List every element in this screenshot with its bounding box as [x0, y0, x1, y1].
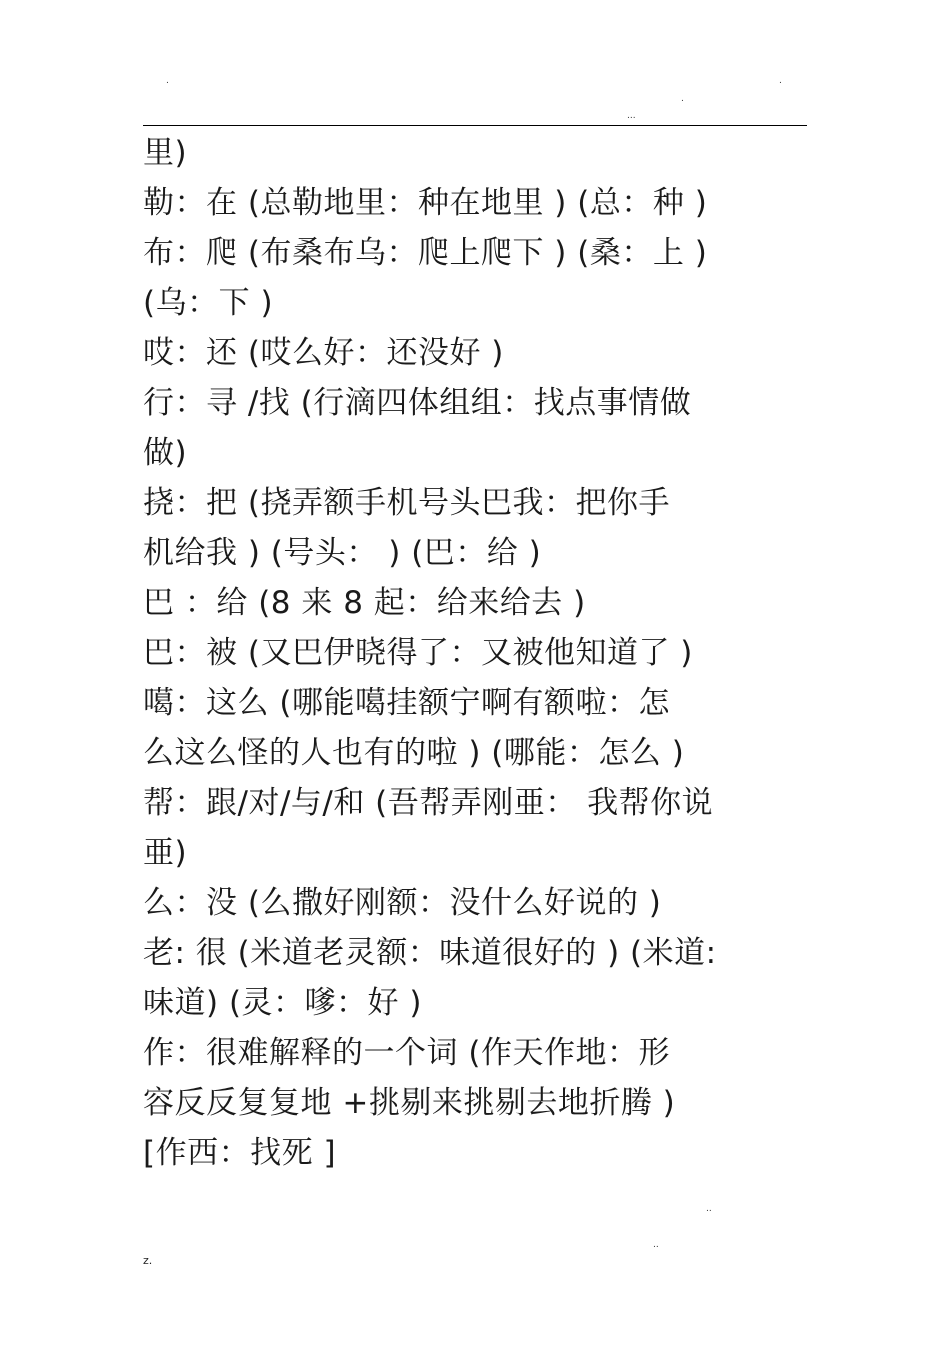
text-line: [作西：找死 ] — [143, 1135, 337, 1171]
text-line: 帮：跟/对/与/和 (吾帮弄刚亜： 我帮你说 — [143, 785, 714, 821]
text-line: 容反反复复地 +挑剔来挑剔去地折腾 ) — [143, 1085, 676, 1121]
header-rule — [143, 125, 807, 126]
header-mark: . — [681, 94, 684, 104]
text-line: 做) — [143, 435, 188, 471]
text-line: 味道) (灵：嗲：好 ) — [143, 985, 422, 1021]
text-line: 么：没 (么撒好刚额：没什么好说的 ) — [143, 885, 662, 921]
text-line: 亜) — [143, 835, 188, 871]
footer-letter: z. — [143, 1254, 153, 1267]
text-line: 布：爬 (布桑布乌：爬上爬下 ) (桑：上 ) — [143, 235, 708, 271]
footer-mark: .. — [653, 1240, 659, 1250]
text-line: 巴 ：给 (8 来 8 起：给来给去 ) — [143, 585, 586, 621]
text-line: (乌：下 ) — [143, 285, 274, 321]
text-line: 行：寻 /找 (行滴四体组组：找点事情做 — [143, 385, 692, 421]
text-line: 里) — [143, 135, 188, 171]
text-line: 噶：这么 (哪能噶挂额宁啊有额啦：怎 — [143, 685, 670, 721]
text-line: 么这么怪的人也有的啦 ) (哪能：怎么 ) — [143, 735, 685, 771]
text-line: 巴：被 (又巴伊晓得了：又被他知道了 ) — [143, 635, 693, 671]
text-line: 老: 很 (米道老灵额：味道很好的 ) (米道: — [143, 935, 717, 971]
text-line: 挠：把 (挠弄额手机号头巴我：把你手 — [143, 485, 670, 521]
text-line: 机给我 ) (号头： ) (巴：给 ) — [143, 535, 542, 571]
header-mark: . — [779, 76, 782, 86]
text-line: 哎：还 (哎么好：还没好 ) — [143, 335, 504, 371]
header-mark: ... — [627, 111, 636, 121]
text-line: 作：很难解释的一个词 (作天作地：形 — [143, 1035, 670, 1071]
document-body — [143, 128, 813, 1178]
footer-mark: .. — [706, 1204, 712, 1214]
text-line: 勒：在 (总勒地里：种在地里 ) (总：种 ) — [143, 185, 708, 221]
header-mark: . — [166, 76, 169, 86]
